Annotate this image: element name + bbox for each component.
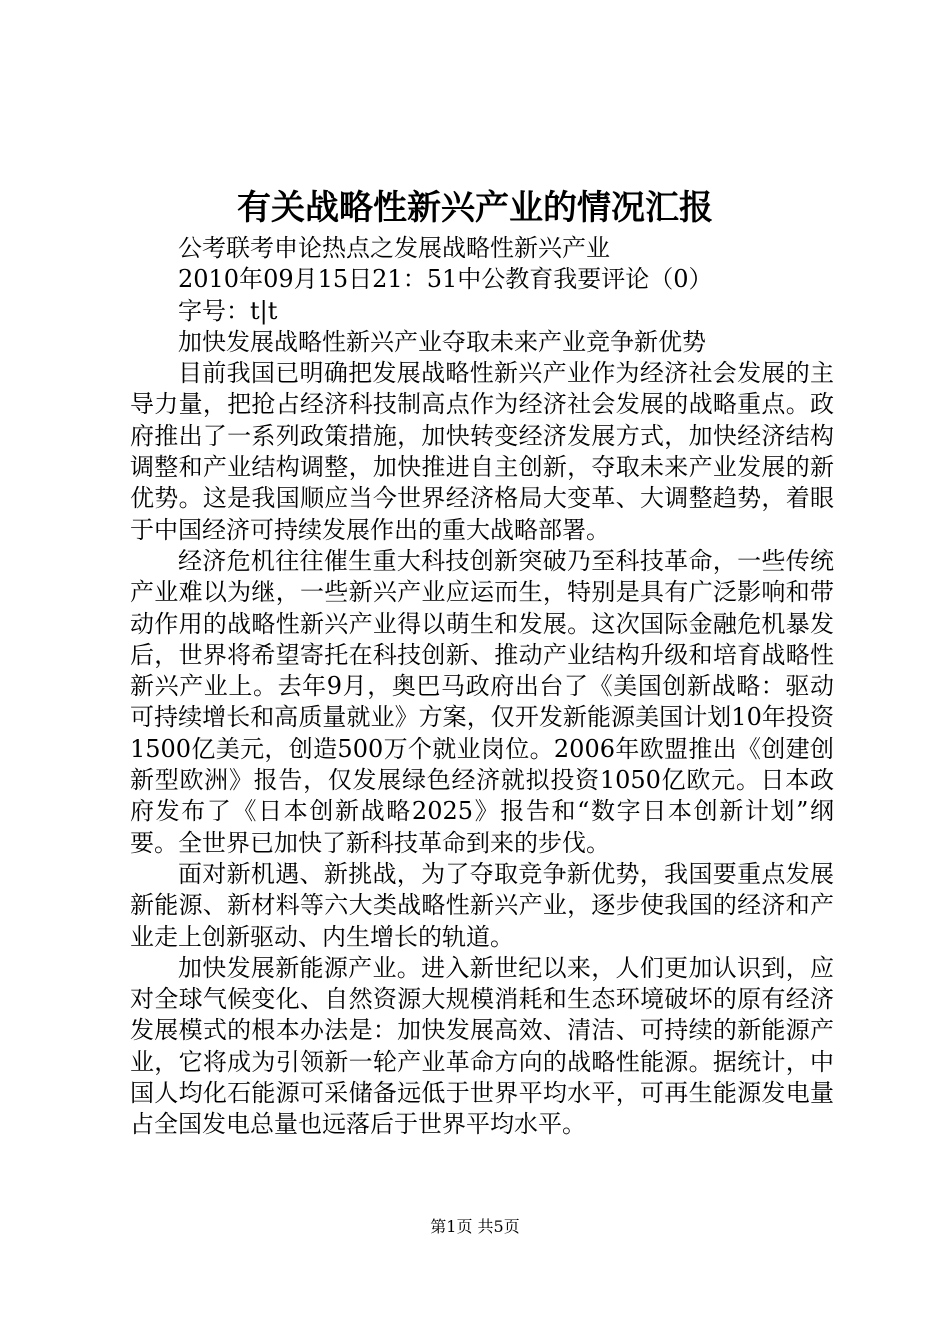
paragraph-4: 加快发展新能源产业。进入新世纪以来，人们更加认识到，应对全球气候变化、自然资源大规模消耗和生态环境破坏的原有经济发展模式的根本办法是：加快发展高效、清洁、可持续的新能源产业，它将成为引领新一轮产业革命方向的战略性能源。据统计，中国人均化石能源可采储备远低于世界平均水平，可再生能源发电量占全国发电总量也远落后于世界平均水平。 [130,953,834,1139]
document-title: 有关战略性新兴产业的情况汇报 [237,188,713,228]
page-footer: 第1页 共5页 [430,1217,520,1236]
paragraph-3: 面对新机遇、新挑战，为了夺取竞争新优势，我国要重点发展新能源、新材料等六大类战略性新兴产业，逐步使我国的经济和产业走上创新驱动、内生增长的轨道。 [130,859,834,951]
document-body [130,233,834,1141]
date-source-line: 2010年09月15日21：51中公教育我要评论（0） [178,265,713,294]
paragraph-1: 目前我国已明确把发展战略性新兴产业作为经济社会发展的主导力量，把抢占经济科技制高点作为经济社会发展的战略重点。政府推出了一系列政策措施，加快转变经济发展方式，加快经济结构调整和产业结构调整，加快推进自主创新，夺取未来产业发展的新优势。这是我国顺应当今世界经济格局大变革、大调整趋势，着眼于中国经济可持续发展作出的重大战略部署。 [130,359,834,544]
subtitle-line: 公考联考申论热点之发展战略性新兴产业 [178,234,610,262]
paragraph-2: 经济危机往往催生重大科技创新突破乃至科技革命，一些传统产业难以为继，一些新兴产业应运而生，特别是具有广泛影响和带动作用的战略性新兴产业得以萌生和发展。这次国际金融危机暴发后，世界将希望寄托在科技创新、推动产业结构升级和培育战略性新兴产业上。去年9月，奥巴马政府出台了《美国创新战略：驱动可持续增长和高质量就业》方案，仅开发新能源美国计划10年投资1500亿美元，创造500万个就业岗位。2006年欧盟推出《创建创新型欧洲》报告，仅发展绿色经济就拟投资1050亿欧元。日本政府发布了《日本创新战略2025》报告和“数字日本创新计划”纲要。全世界已加快了新科技革命到来的步伐。 [130,546,834,857]
font-size-line: 字号：t|t [178,296,278,325]
section-heading: 加快发展战略性新兴产业夺取未来产业竞争新优势 [178,327,706,356]
